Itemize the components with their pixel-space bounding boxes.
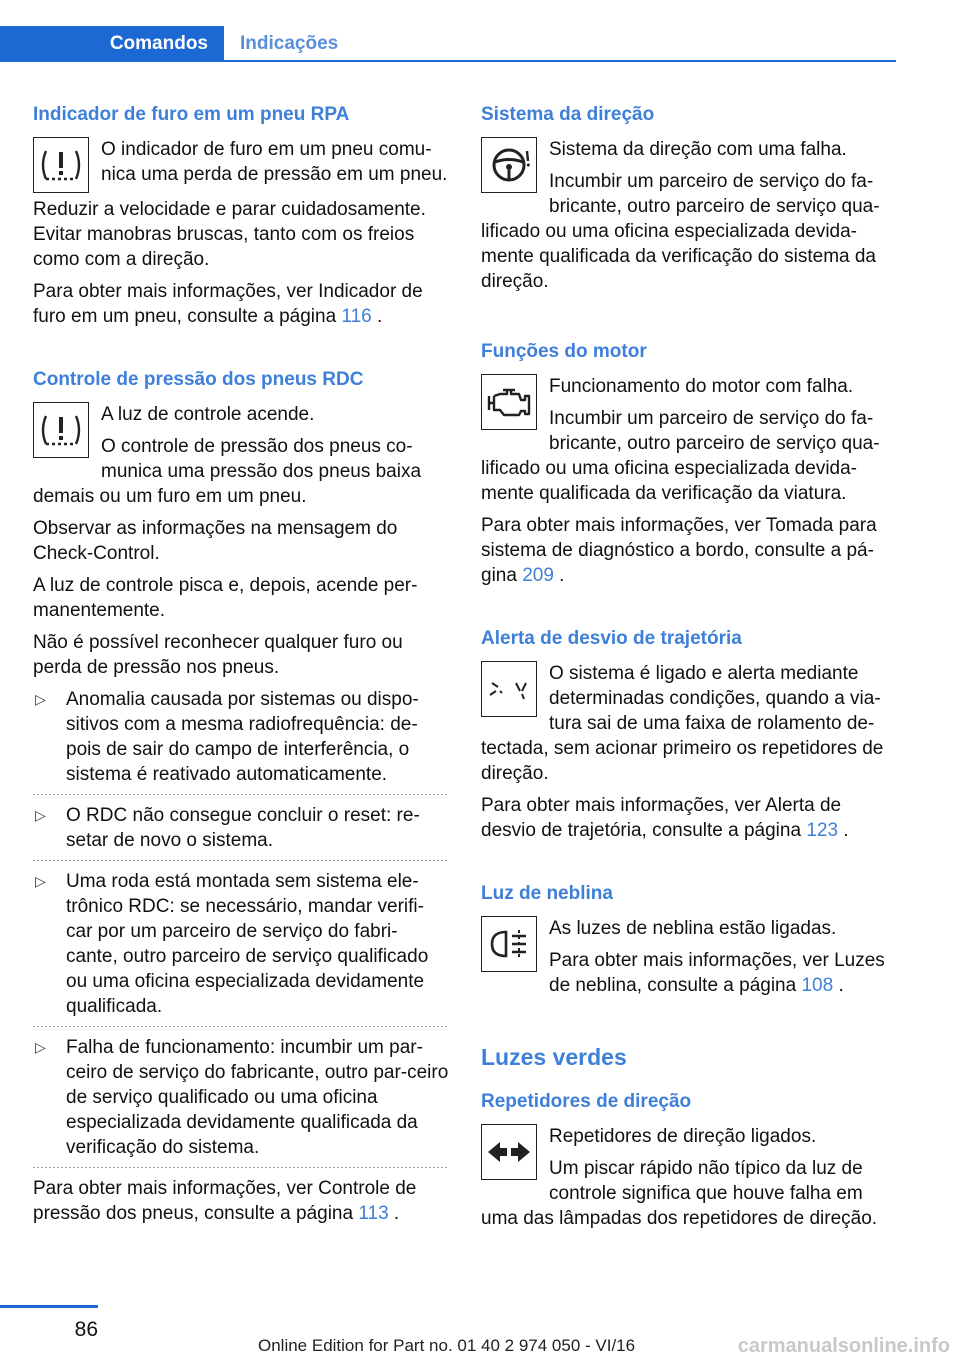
header-divider: [0, 60, 896, 62]
turn-signal-icon: [481, 1124, 537, 1180]
link-page-123[interactable]: 123: [806, 820, 839, 841]
section-fog: [481, 881, 897, 1005]
list-item: ▷ O RDC não consegue concluir o reset: re‐setar de novo o sistema.: [33, 803, 449, 861]
list-item: ▷ Anomalia causada por sistemas ou dispo‐sitivos com a mesma radiofrequência: de‐pois de sair do campo de interferência, o sistema é reativado automaticamente.: [33, 687, 449, 795]
link-page-209[interactable]: 209: [522, 565, 554, 586]
fog-text-2: Para obter mais informações, ver Luzes de neblina, consulte a página 108 .: [549, 950, 885, 996]
engine-text-2: Incumbir um parceiro de serviço do fa‐bricante, outro parceiro de serviço qua‐lificado ou uma oficina especializada devida‐mente qualificada da verificação da viatura.: [481, 408, 880, 504]
section-turn-signals: [481, 1089, 897, 1238]
heading-steering: Sistema da direção: [481, 104, 655, 125]
page-number: 86: [74, 1318, 98, 1341]
tab-indicacoes[interactable]: Indicações: [240, 33, 339, 54]
turn-text-1: Repetidores de direção ligados.: [549, 1126, 817, 1147]
triangle-bullet-icon: ▷: [35, 1039, 46, 1055]
heading-green-lights: Luzes verdes: [481, 1044, 627, 1070]
triangle-bullet-icon: ▷: [35, 807, 46, 823]
rdc-bullet-list: [33, 687, 449, 1168]
rpa-text-1: O indicador de furo em um pneu comu‐nica uma perda de pressão em um pneu.: [101, 139, 448, 185]
tire-pressure-control-icon: [33, 402, 89, 458]
right-column: [481, 102, 897, 1238]
rdc-text-1: A luz de controle acende.: [101, 404, 315, 425]
section-rpa: [33, 102, 449, 329]
steering-text-1: Sistema da direção com uma falha.: [549, 139, 847, 160]
link-page-113[interactable]: 113: [358, 1203, 389, 1224]
heading-turn-signals: Repetidores de direção: [481, 1091, 692, 1112]
section-engine: [481, 339, 897, 588]
heading-rdc: Controle de pressão dos pneus RDC: [33, 369, 364, 390]
turn-text-2: Um piscar rápido não típico da luz de controle significa que houve falha em uma das lâmpadas dos repetidores de direção.: [481, 1158, 878, 1229]
rdc-text-5: Não é possível reconhecer qualquer furo ou perda de pressão nos pneus.: [33, 632, 403, 678]
footer-divider: [0, 1305, 98, 1308]
rdc-text-2: O controle de pressão dos pneus co‐munica uma pressão dos pneus baixa demais ou um furo em um pneu.: [33, 436, 422, 507]
rpa-text-3: Para obter mais informações, ver Indicador de furo em um pneu, consulte a página 116 .: [33, 281, 423, 327]
rdc-text-3: Observar as informações na mensagem do Check-Control.: [33, 518, 398, 564]
tab-comandos[interactable]: Comandos: [0, 26, 224, 62]
rdc-text-6: Para obter mais informações, ver Controle de pressão dos pneus, consulte a página 113 .: [33, 1178, 417, 1224]
fog-light-icon: [481, 916, 537, 972]
engine-text-1: Funcionamento do motor com falha.: [549, 376, 854, 397]
heading-lane: Alerta de desvio de trajetória: [481, 628, 742, 649]
engine-warning-icon: [481, 374, 537, 430]
triangle-bullet-icon: ▷: [35, 873, 46, 889]
fog-text-1: As luzes de neblina estão ligadas.: [549, 918, 837, 939]
heading-engine: Funções do motor: [481, 341, 647, 362]
list-item: ▷ Uma roda está montada sem sistema ele‐trônico RDC: se necessário, mandar verifi‐car por um parceiro de serviço do fabri‐cante, outro parceiro de serviço qualificado ou uma oficina especializada devidamente qualificada.: [33, 869, 449, 1027]
section-steering: [481, 102, 897, 301]
section-rdc: [33, 367, 449, 1226]
engine-text-3: Para obter mais informações, ver Tomada para sistema de diagnóstico a bordo, consulte a pá‐gina 209 .: [481, 515, 877, 586]
list-item: ▷ Falha de funcionamento: incumbir um par‐ceiro de serviço do fabricante, outro par‐ceiro de serviço qualificado ou uma oficina especializada devidamente qualificada da verificação do sistema.: [33, 1035, 449, 1168]
heading-rpa: Indicador de furo em um pneu RPA: [33, 104, 350, 125]
steering-text-2: Incumbir um parceiro de serviço do fa‐bricante, outro parceiro de serviço qua‐lificado ou uma oficina especializada devida‐mente qualificada da verificação do sistema da direção.: [481, 171, 880, 292]
section-lane: [481, 626, 897, 843]
lane-departure-icon: [481, 661, 537, 717]
watermark: carmanualsonline.info: [737, 1335, 950, 1357]
left-column: [33, 102, 449, 1233]
lane-text-2: Para obter mais informações, ver Alerta de desvio de trajetória, consulte a página 123 .: [481, 795, 849, 841]
tire-pressure-warning-icon: [33, 137, 89, 193]
triangle-bullet-icon: ▷: [35, 691, 46, 707]
heading-fog: Luz de neblina: [481, 883, 613, 904]
header-tabs: [0, 26, 896, 62]
link-page-116[interactable]: 116: [341, 306, 372, 327]
lane-text-1: O sistema é ligado e alerta mediante determinadas condições, quando a via‐tura sai de uma faixa de rolamento de‐tectada, sem acionar primeiro os repetidores de direção.: [481, 663, 884, 784]
rdc-text-4: A luz de controle pisca e, depois, acende per‐manentemente.: [33, 575, 418, 621]
steering-warning-icon: [481, 137, 537, 193]
link-page-108[interactable]: 108: [801, 975, 834, 996]
rpa-text-2: Reduzir a velocidade e parar cuidadosamente. Evitar manobras bruscas, tanto com os freios como com a direção.: [33, 199, 426, 270]
footer-edition: Online Edition for Part no. 01 40 2 974 050 - VI/16: [258, 1336, 636, 1355]
